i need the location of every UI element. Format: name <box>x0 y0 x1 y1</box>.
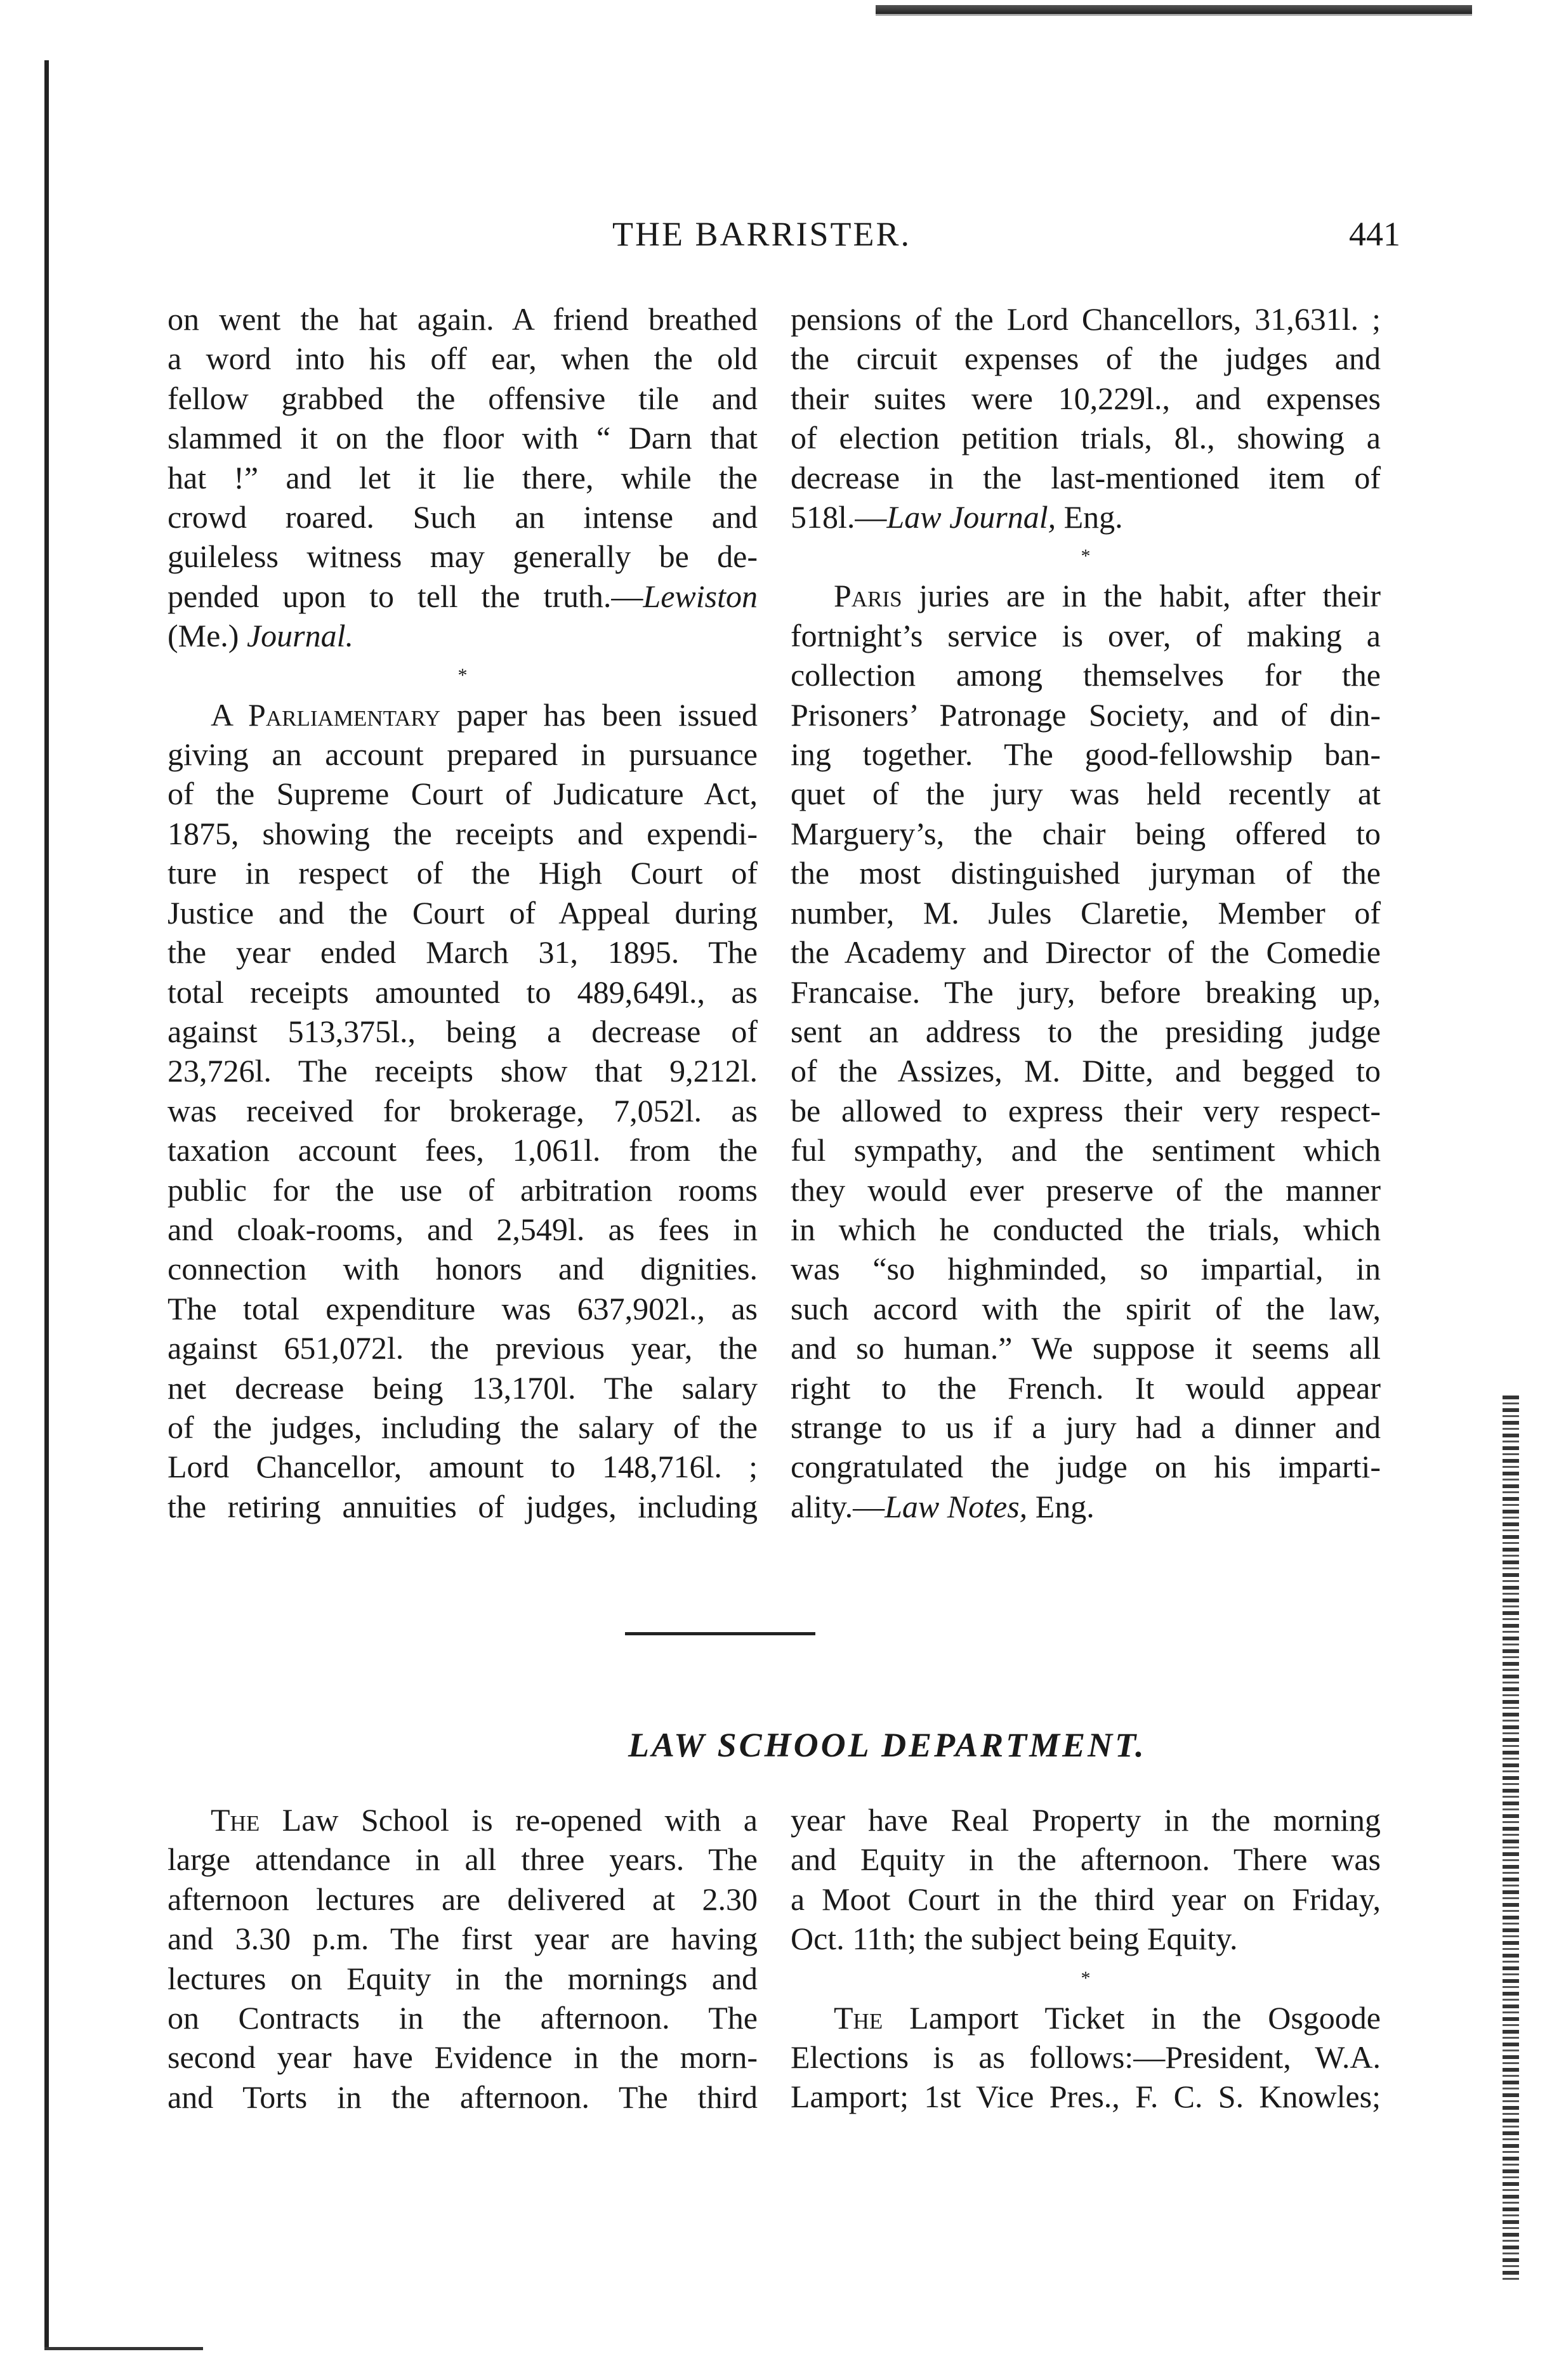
text-line: The Lamport Ticket in the Osgoode <box>834 1999 1381 2036</box>
paragraph-law-school-continued <box>791 1800 1381 1959</box>
text-line: taxation account fees, 1,061l. from the <box>168 1132 758 1168</box>
text-line: strange to us if a jury had a dinner and <box>791 1409 1381 1445</box>
text-line: be allowed to express their very respect- <box>791 1092 1381 1128</box>
paragraph-lead: A Parliamentary <box>211 696 441 733</box>
text-line: they would ever preserve of the manner <box>791 1172 1381 1208</box>
paragraph-pensions <box>791 299 1381 537</box>
text-line: a Moot Court in the third year on Friday, <box>791 1881 1381 1917</box>
text-line: collection among themselves for the <box>791 657 1381 693</box>
text-line: fortnight’s service is over, of making a <box>791 617 1381 653</box>
column-left-bottom <box>168 1800 758 2117</box>
column-right-top <box>791 299 1381 1526</box>
text-line: sent an address to the presiding judge <box>791 1013 1381 1049</box>
text-line: was received for brokerage, 7,052l. as <box>168 1092 758 1128</box>
binding-edge-line <box>44 60 49 2350</box>
text-line: Paris juries are in the habit, after their <box>834 578 1381 614</box>
text-line: number, M. Jules Claretie, Member of <box>791 894 1381 931</box>
text-line: fellow grabbed the offensive tile and <box>168 380 758 416</box>
text-line: 23,726l. The receipts show that 9,212l. <box>168 1053 758 1089</box>
text-line: ture in respect of the High Court of <box>168 855 758 891</box>
paragraph-lamport-ticket <box>791 1998 1381 2117</box>
text-line: Prisoners’ Patronage Society, and of din- <box>791 696 1381 733</box>
text-line: guileless witness may generally be de- <box>168 539 758 575</box>
text-line: quet of the jury was held recently at <box>791 776 1381 812</box>
column-left-top <box>168 299 758 1526</box>
text-line: A Parliamentary paper has been issued <box>211 696 758 733</box>
text-line: total receipts amounted to 489,649l., as <box>168 974 758 1010</box>
text-line: on went the hat again. A friend breathed <box>168 301 758 337</box>
text-line: and Equity in the afternoon. There was <box>791 1841 1381 1878</box>
text-line: 518l.—Law Journal, Eng. <box>791 499 1123 535</box>
text-line: and 3.30 p.m. The first year are having <box>168 1921 758 1957</box>
text-line: connection with honors and dignities. <box>168 1251 758 1287</box>
text-line: lectures on Equity in the mornings and <box>168 1960 758 1996</box>
text-line: ality.—Law Notes, Eng. <box>791 1488 1095 1524</box>
text-line: of election petition trials, 8l., showing a <box>791 420 1381 456</box>
scan-edge-rule <box>876 5 1472 14</box>
text-line: slammed it on the floor with “ Darn that <box>168 420 758 456</box>
text-line: Lord Chancellor, amount to 148,716l. ; <box>168 1449 758 1485</box>
page-edge-shadow <box>1503 1396 1519 2284</box>
text-line: the most distinguished juryman of the <box>791 855 1381 891</box>
text-line: The total expenditure was 637,902l., as <box>168 1290 758 1326</box>
paragraph-lead: The <box>211 1802 260 1838</box>
section-heading: LAW SCHOOL DEPARTMENT. <box>628 1726 1147 1764</box>
text-line: hat !” and let it lie there, while the <box>168 459 758 495</box>
text-line: Francaise. The jury, before breaking up, <box>791 974 1381 1010</box>
text-line: congratulated the judge on his imparti- <box>791 1449 1381 1485</box>
text-line: against 513,375l., being a decrease of <box>168 1013 758 1049</box>
page-number: 441 <box>1349 215 1400 253</box>
text-line: their suites were 10,229l., and expenses <box>791 380 1381 416</box>
text-line: and so human.” We suppose it seems all <box>791 1330 1381 1366</box>
text-line: Justice and the Court of Appeal during <box>168 894 758 931</box>
text-line: (Me.) Journal. <box>168 618 353 654</box>
text-line: of the judges, including the salary of the <box>168 1409 758 1445</box>
section-star-ornament: * <box>1081 1967 1091 1989</box>
section-star-ornament: * <box>457 664 468 686</box>
text-line: right to the French. It would appear <box>791 1370 1381 1406</box>
section-star-ornament: * <box>1081 546 1091 567</box>
source-citation: Law Journal, <box>886 499 1056 535</box>
paragraph-lead: Paris <box>834 578 902 614</box>
source-citation: Lewiston <box>643 578 758 614</box>
section-divider-rule <box>625 1632 815 1635</box>
text-line: such accord with the spirit of the law, <box>791 1290 1381 1326</box>
text-line: the Academy and Director of the Comedie <box>791 934 1381 971</box>
text-line: afternoon lectures are delivered at 2.30 <box>168 1881 758 1917</box>
text-line: 1875, showing the receipts and expendi- <box>168 815 758 851</box>
text-line: decrease in the last-mentioned item of <box>791 459 1381 495</box>
text-line: second year have Evidence in the morn- <box>168 2039 758 2076</box>
text-line: in which he conducted the trials, which <box>791 1211 1381 1247</box>
text-line: of the Assizes, M. Ditte, and begged to <box>791 1053 1381 1089</box>
text-line: The Law School is re-opened with a <box>211 1802 758 1838</box>
text-line: the circuit expenses of the judges and <box>791 341 1381 377</box>
column-right-bottom <box>791 1800 1381 2117</box>
paragraph-parliamentary-paper <box>168 695 758 1527</box>
text-line: and Torts in the afternoon. The third <box>168 2079 758 2115</box>
text-line: the retiring annuities of judges, including <box>168 1488 758 1524</box>
text-line: the year ended March 31, 1895. The <box>168 934 758 971</box>
text-line: of the Supreme Court of Judicature Act, <box>168 776 758 812</box>
text-line: ing together. The good-fellowship ban- <box>791 736 1381 773</box>
binding-bottom-line <box>44 2347 203 2350</box>
text-line: Oct. 11th; the subject being Equity. <box>791 1921 1238 1957</box>
text-line: was “so highminded, so impartial, in <box>791 1251 1381 1287</box>
source-citation: Law Notes, <box>885 1488 1028 1524</box>
text-line: Marguery’s, the chair being offered to <box>791 815 1381 851</box>
text-line: net decrease being 13,170l. The salary <box>168 1370 758 1406</box>
text-line: and cloak-rooms, and 2,549l. as fees in <box>168 1211 758 1247</box>
text-line: pended upon to tell the truth.—Lewiston <box>168 578 758 614</box>
paragraph-law-school <box>168 1800 758 2117</box>
text-line: Lamport; 1st Vice Pres., F. C. S. Knowles; <box>791 2079 1381 2115</box>
text-line: public for the use of arbitration rooms <box>168 1172 758 1208</box>
paragraph-paris-juries <box>791 576 1381 1526</box>
running-head: THE BARRISTER. <box>612 215 912 253</box>
text-line: crowd roared. Such an intense and <box>168 499 758 535</box>
text-line: pensions of the Lord Chancellors, 31,631l. ; <box>791 301 1381 337</box>
paragraph-lead: The <box>834 1999 883 2036</box>
text-line: year have Real Property in the morning <box>791 1802 1381 1838</box>
text-line: large attendance in all three years. The <box>168 1841 758 1878</box>
text-line: Elections is as follows:—President, W.A. <box>791 2039 1381 2076</box>
paragraph-hat-anecdote <box>168 299 758 656</box>
text-line: a word into his off ear, when the old <box>168 341 758 377</box>
text-line: against 651,072l. the previous year, the <box>168 1330 758 1366</box>
source-citation: Journal. <box>246 618 353 654</box>
text-line: ful sympathy, and the sentiment which <box>791 1132 1381 1168</box>
text-line: on Contracts in the afternoon. The <box>168 2000 758 2036</box>
text-line: giving an account prepared in pursuance <box>168 736 758 773</box>
